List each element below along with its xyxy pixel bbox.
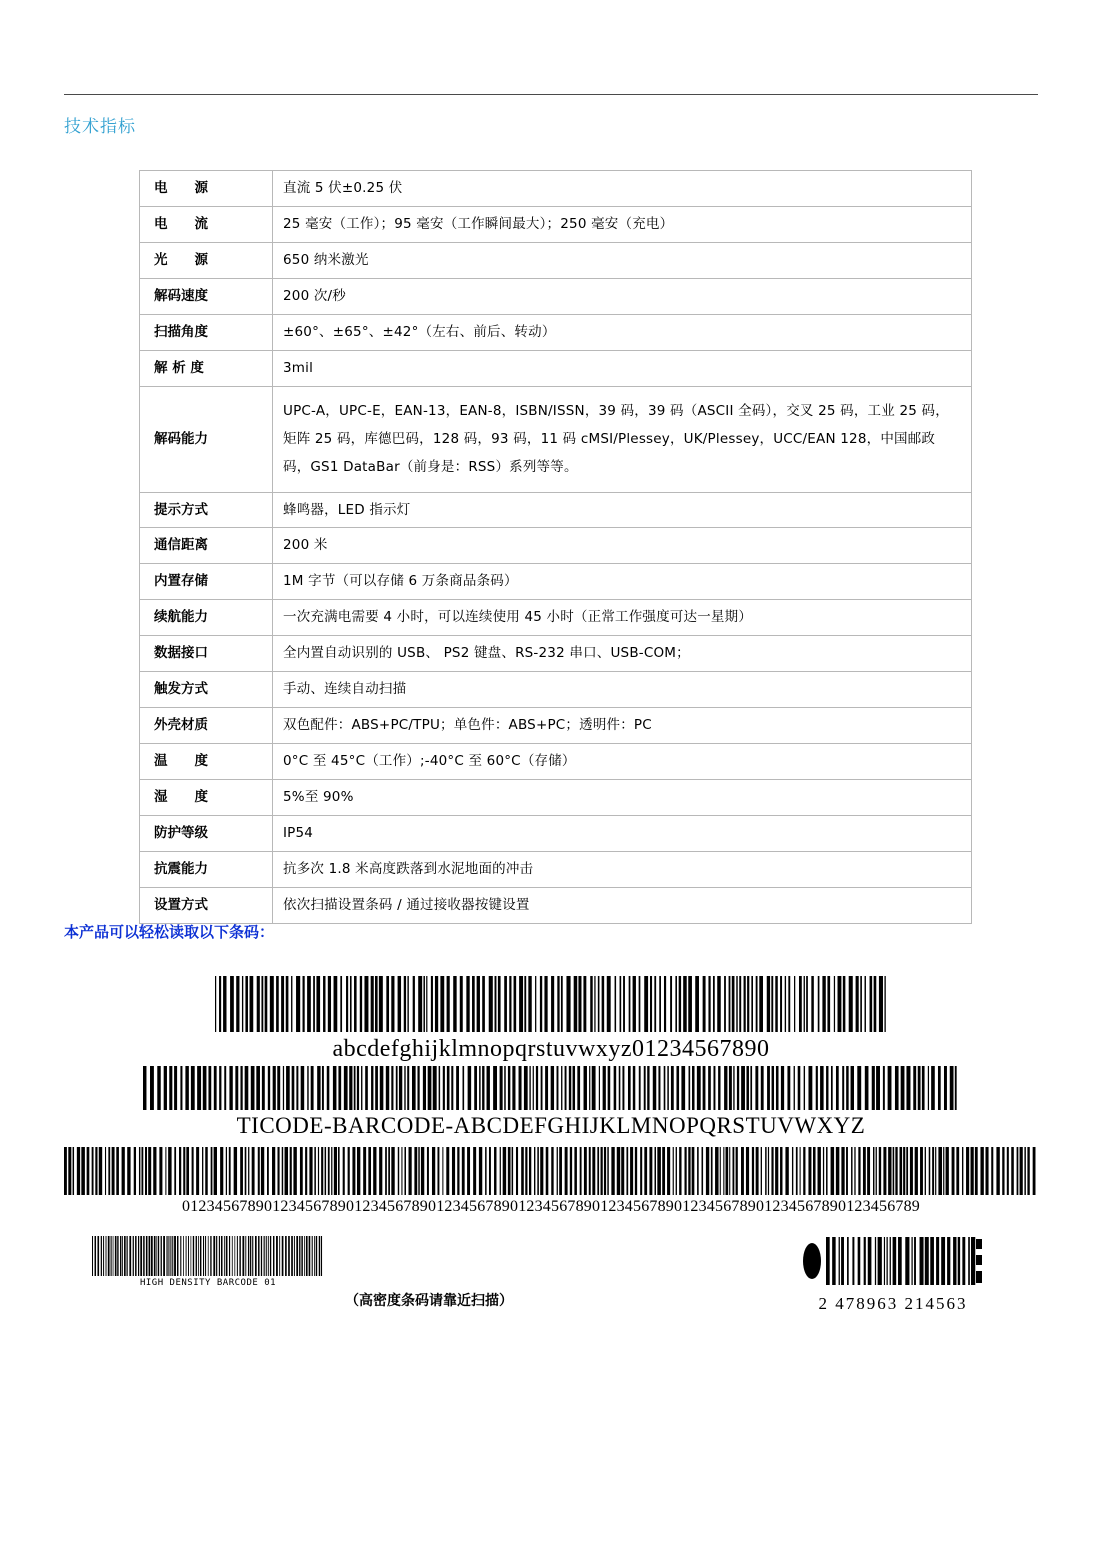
spec-value: 依次扫描设置条码 / 通过接收器按键设置 (273, 887, 972, 923)
spec-value: UPC-A，UPC-E，EAN-13，EAN-8，ISBN/ISSN，39 码，39 码（ASCII 全码），交叉 25 码，工业 25 码，矩阵 25 码，库德巴码，128 码，93 码，11 码 cMSI/Plessey，UK/Plessey，UCC/EAN 128，中国邮政码，GS1 DataBar（前身是：RSS）系列等等。 (273, 386, 972, 492)
spec-label: 扫描角度 (140, 314, 273, 350)
barcode-image (92, 1236, 324, 1276)
barcode-hint: （高密度条码请靠近扫描） (345, 1293, 513, 1309)
header-divider (64, 94, 1038, 95)
barcode-section-heading: 本产品可以轻松读取以下条码： (64, 923, 275, 941)
table-row (140, 779, 972, 815)
table-row (140, 815, 972, 851)
barcode-image (143, 1066, 959, 1110)
barcode-caption: HIGH DENSITY BARCODE 01 (139, 1278, 277, 1288)
spec-value: 5%至 90% (273, 779, 972, 815)
spec-value: 抗多次 1.8 米高度跌落到水泥地面的冲击 (273, 851, 972, 887)
spec-value: 全内置自动识别的 USB、 PS2 键盘、RS-232 串口、USB-COM； (273, 636, 972, 672)
table-row (140, 350, 972, 386)
barcode-image (64, 1147, 1038, 1195)
barcode-caption: abcdefghijklmnopqrstuvwxyz01234567890 (332, 1036, 770, 1062)
table-row (140, 386, 972, 492)
table-row (140, 171, 972, 207)
table-row (140, 600, 972, 636)
spec-label: 电 流 (140, 206, 273, 242)
barcode-caption: 012345678901234567890123456789012345678901234567890123456789012345678901234567890123456789 (182, 1198, 920, 1215)
spec-label: 防护等级 (140, 815, 273, 851)
spec-value: 200 米 (273, 528, 972, 564)
spec-value: 200 次/秒 (273, 278, 972, 314)
spec-value: IP54 (273, 815, 972, 851)
spec-label: 湿 度 (140, 779, 273, 815)
spec-label: 提示方式 (140, 492, 273, 528)
spec-label: 抗震能力 (140, 851, 273, 887)
spec-value: 蜂鸣器，LED 指示灯 (273, 492, 972, 528)
barcode-image (800, 1237, 986, 1293)
spec-value: 一次充满电需要 4 小时，可以连续使用 45 小时（正常工作强度可达一星期） (273, 600, 972, 636)
table-row (140, 708, 972, 744)
spec-value: 直流 5 伏±0.25 伏 (273, 171, 972, 207)
spec-label: 通信距离 (140, 528, 273, 564)
table-row (140, 744, 972, 780)
spec-label: 解码速度 (140, 278, 273, 314)
spec-label: 解码能力 (140, 386, 273, 492)
spec-label: 数据接口 (140, 636, 273, 672)
table-row (140, 851, 972, 887)
spec-value: 3mil (273, 350, 972, 386)
spec-table (139, 170, 972, 924)
table-row (140, 887, 972, 923)
barcode-sample-ean (800, 1237, 986, 1314)
page-title: 技术指标 (64, 117, 136, 137)
table-row (140, 278, 972, 314)
table-row (140, 672, 972, 708)
spec-label: 内置存储 (140, 564, 273, 600)
spec-value: 25 毫安（工作）；95 毫安（工作瞬间最大）；250 毫安（充电） (273, 206, 972, 242)
table-row (140, 564, 972, 600)
spec-label: 续航能力 (140, 600, 273, 636)
spec-value: 0°C 至 45°C（工作）;-40°C 至 60°C（存储） (273, 744, 972, 780)
spec-label: 光 源 (140, 242, 273, 278)
spec-label: 温 度 (140, 744, 273, 780)
table-row (140, 636, 972, 672)
barcode-caption: TICODE-BARCODE-ABCDEFGHIJKLMNOPQRSTUVWXYZ (236, 1113, 866, 1138)
barcode-sample-1 (215, 976, 887, 1063)
barcode-sample-3 (64, 1147, 1038, 1216)
spec-label: 电 源 (140, 171, 273, 207)
table-row (140, 528, 972, 564)
spec-label: 解 析 度 (140, 350, 273, 386)
spec-label: 触发方式 (140, 672, 273, 708)
table-row (140, 206, 972, 242)
table-row (140, 314, 972, 350)
table-row (140, 242, 972, 278)
spec-table-body (140, 171, 972, 924)
spec-label: 外壳材质 (140, 708, 273, 744)
spec-value: 1M 字节（可以存储 6 万条商品条码） (273, 564, 972, 600)
spec-value: 手动、连续自动扫描 (273, 672, 972, 708)
spec-value: 650 纳米激光 (273, 242, 972, 278)
barcode-caption: 2 478963 214563 (818, 1294, 968, 1313)
spec-value: ±60°、±65°、±42°（左右、前后、转动） (273, 314, 972, 350)
table-row (140, 492, 972, 528)
barcode-sample-4 (92, 1236, 324, 1288)
barcode-image (215, 976, 887, 1032)
barcode-sample-2 (143, 1066, 959, 1139)
spec-value: 双色配件：ABS+PC/TPU；单色件：ABS+PC；透明件：PC (273, 708, 972, 744)
spec-label: 设置方式 (140, 887, 273, 923)
